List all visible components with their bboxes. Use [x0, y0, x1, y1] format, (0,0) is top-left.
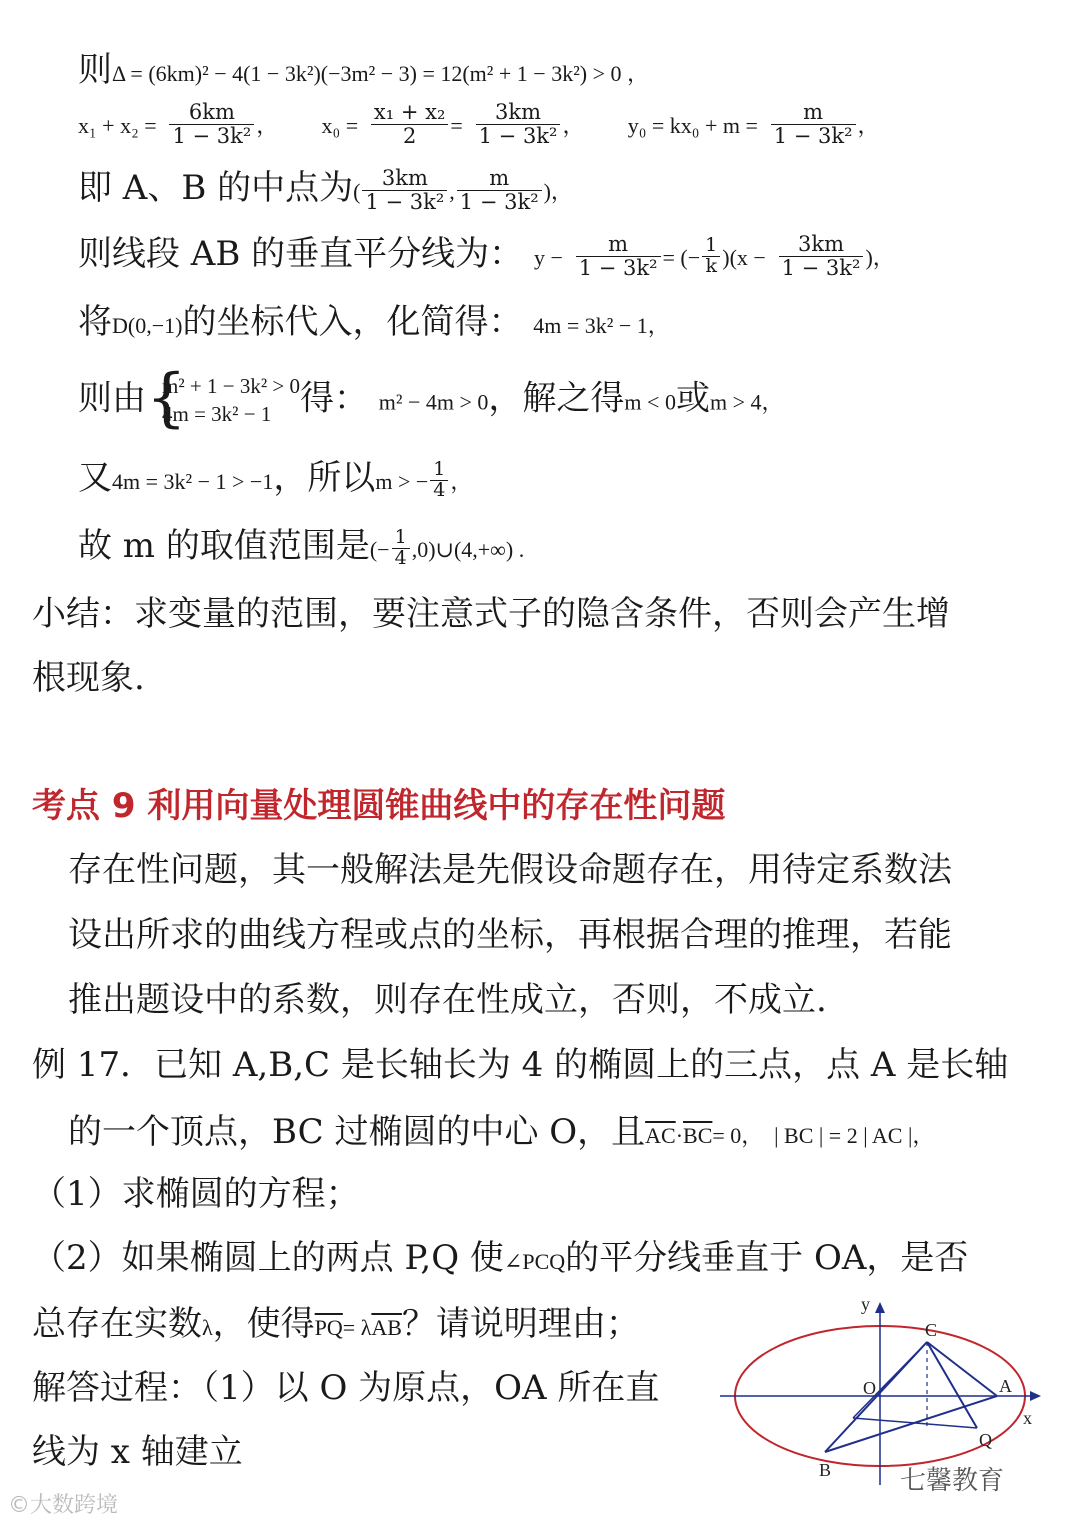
also-formula: 4m = 3k² − 1 > −1 — [112, 469, 274, 494]
delta-formula: Δ = (6km)² − 4(1 − 3k²)(−3m² − 3) = 12(m² + 1 − 3k²) > 0 ， — [112, 61, 650, 86]
midpoint-comma: , — [449, 179, 455, 204]
range-line — [78, 524, 524, 572]
bisector-denominator-2: k — [705, 254, 717, 277]
bisector-fraction-2 — [702, 233, 720, 277]
question-2-continued — [32, 1302, 640, 1350]
question-1: （1）求椭圆的方程； — [32, 1174, 360, 1214]
bisector-denominator-1: 1 − 3k² — [578, 255, 658, 280]
substitute-line — [78, 300, 670, 348]
watermark-right: 七馨教育 — [900, 1466, 1005, 1496]
delta-prefix: 则 — [78, 50, 112, 90]
also-text-2: ，所以 — [273, 458, 376, 498]
midpoint-line — [78, 166, 573, 214]
question-2-text-2: 的平分线垂直于 OA，是否 — [565, 1238, 969, 1278]
angle-pcq: ∠PCQ — [503, 1249, 566, 1274]
bisector-numerator-1: m — [576, 233, 661, 256]
equals-zero: = 0 — [712, 1123, 742, 1148]
bisector-middle: )(x − — [722, 245, 766, 270]
range-denominator: 4 — [394, 546, 407, 569]
segment-pq — [853, 1418, 977, 1428]
x-axis-arrow — [1030, 1391, 1041, 1401]
midpoint-fraction-2 — [457, 167, 542, 212]
vector-bc: $\overline{BC}$ — [683, 1123, 713, 1148]
system-row-1: m² + 1 − 3k² > 0 — [162, 374, 300, 398]
y0-numerator: m — [771, 101, 856, 124]
range-numerator: 1 — [392, 528, 410, 549]
system-inequality: m² − 4m > 0 — [378, 389, 489, 415]
example-line-2-text: 的一个顶点，BC 过椭圆的中心 O，且 — [68, 1112, 646, 1152]
segment-ca — [927, 1342, 997, 1396]
also-line — [78, 456, 472, 504]
equation-system — [146, 361, 300, 435]
vector-pq: $\overline{PQ}$ — [314, 1315, 343, 1340]
x0-separator: ， — [562, 113, 585, 138]
x0-denominator-1: 2 — [402, 123, 417, 148]
label-y: y — [861, 1294, 870, 1314]
vector-ac: $\overline{AC}$ — [645, 1123, 676, 1148]
system-text-3: ，解之得 — [488, 378, 625, 419]
also-denominator: 4 — [433, 478, 446, 501]
x0-fraction-1 — [371, 101, 448, 146]
system-m1: m < 0 — [624, 389, 676, 415]
sum-denominator: 1 − 3k² — [172, 123, 252, 148]
substitute-point: D(0,−1) — [112, 313, 183, 338]
midpoint-text: 即 A、B 的中点为 — [78, 168, 354, 208]
answer-line-1: 解答过程：（1）以 O 为原点，OA 所在直 — [32, 1368, 660, 1408]
range-text: 故 m 的取值范围是 — [78, 526, 370, 566]
also-text-1: 又 — [78, 458, 112, 498]
bisector-close: )， — [865, 245, 895, 270]
x0-equals: = — [450, 113, 463, 138]
example-line-1: 例 17．已知 A,B,C 是长轴长为 4 的椭圆上的三点，点 A 是长轴 — [32, 1045, 1009, 1085]
system-m2: m > 4 — [709, 389, 762, 415]
sum-left: x₁ + x₂ = — [78, 113, 157, 138]
section-paragraph-2: 设出所求的曲线方程或点的坐标，再根据合理的推理，若能 — [68, 915, 952, 955]
x0-denominator-2: 1 − 3k² — [478, 123, 558, 148]
y0-fraction — [771, 101, 856, 146]
bisector-y: y − — [533, 245, 563, 270]
coords-line — [78, 100, 880, 148]
also-end: ， — [450, 469, 473, 494]
section-heading: 考点 9 利用向量处理圆锥曲线中的存在性问题 — [32, 786, 726, 826]
question-3-text-3: ？请说明理由； — [401, 1304, 640, 1344]
bisector-fraction-1 — [576, 233, 661, 278]
question-2 — [32, 1236, 968, 1284]
bisector-equals: = (− — [662, 245, 701, 270]
system-text-1: 则由 — [78, 378, 146, 419]
midpoint-close: )， — [543, 179, 573, 204]
also-m: m > − — [375, 469, 429, 494]
midpoint-numerator-2: m — [457, 167, 542, 190]
label-c: C — [925, 1320, 938, 1340]
question-2-text-1: （2）如果椭圆上的两点 P,Q 使 — [32, 1238, 504, 1278]
substitute-result: 4m = 3k² − 1， — [533, 313, 670, 338]
example-separator: ， — [741, 1123, 764, 1148]
x0-left: x₀ = — [321, 113, 359, 138]
system-or: 或 — [675, 378, 710, 419]
sum-separator: ， — [256, 113, 279, 138]
label-o: O — [863, 1378, 876, 1398]
range-fraction — [392, 525, 410, 569]
midpoint-fraction-1 — [362, 167, 447, 212]
range-open: (− — [369, 537, 390, 562]
midpoint-open: ( — [353, 179, 361, 204]
dot-operator: · — [675, 1123, 684, 1148]
x0-fraction-2 — [476, 101, 561, 146]
bisector-fraction-3 — [779, 233, 864, 278]
example-line-2 — [68, 1110, 934, 1158]
bisector-text: 则线段 AB 的垂直平分线为： — [78, 234, 524, 274]
label-b: B — [819, 1460, 832, 1480]
y0-left: y₀ = kx₀ + m = — [627, 113, 758, 138]
system-row-2: 4m = 3k² − 1 — [162, 402, 272, 427]
sum-numerator: 6km — [169, 101, 254, 124]
summary-line-2: 根现象. — [32, 658, 145, 698]
bisector-line — [78, 232, 895, 280]
question-3-text-1: 总存在实数 — [32, 1304, 202, 1344]
substitute-text-2: 的坐标代入，化简得： — [182, 302, 523, 342]
segment-cq — [927, 1342, 977, 1428]
label-a: A — [999, 1376, 1012, 1396]
section-paragraph-3: 推出题设中的系数，则存在性成立，否则，不成立. — [68, 980, 827, 1020]
left-brace: { — [146, 361, 187, 435]
lambda-equals: = λ — [342, 1315, 372, 1340]
y0-separator: ， — [857, 113, 880, 138]
system-end: ， — [761, 389, 784, 415]
label-q: Q — [979, 1430, 992, 1450]
x0-numerator-2: 3km — [476, 101, 561, 124]
summary-line-1: 小结：求变量的范围，要注意式子的隐含条件，否则会产生增 — [32, 594, 950, 634]
midpoint-denominator-2: 1 − 3k² — [459, 189, 539, 214]
watermark-left: ©大数跨境 — [8, 1493, 119, 1518]
label-x: x — [1023, 1408, 1032, 1428]
section-paragraph-1: 存在性问题，其一般解法是先假设命题存在，用待定系数法 — [68, 850, 952, 890]
lambda-symbol: λ — [202, 1315, 213, 1340]
sum-fraction — [169, 101, 254, 146]
bisector-numerator-3: 3km — [779, 233, 864, 256]
substitute-text-1: 将 — [78, 302, 112, 342]
y-axis-arrow — [875, 1302, 885, 1313]
y0-denominator: 1 − 3k² — [773, 123, 853, 148]
system-line — [78, 361, 784, 435]
bisector-numerator-2: 1 — [702, 236, 720, 257]
vector-ab: $\overline{AB}$ — [371, 1315, 402, 1340]
delta-line — [78, 48, 649, 96]
also-numerator: 1 — [430, 460, 448, 481]
example-line-2-end: ， — [912, 1123, 935, 1148]
question-3-text-2: ，使得 — [212, 1304, 315, 1344]
range-rest: ,0)∪(4,+∞) . — [411, 537, 525, 562]
bisector-denominator-3: 1 − 3k² — [781, 255, 861, 280]
midpoint-denominator-1: 1 − 3k² — [365, 189, 445, 214]
system-text-2: 得： — [299, 378, 368, 419]
answer-line-2: 线为 x 轴建立 — [32, 1432, 243, 1472]
also-fraction — [430, 457, 448, 501]
magnitude-relation: | BC | = 2 | AC | — [774, 1123, 913, 1148]
midpoint-numerator-1: 3km — [362, 167, 447, 190]
x0-numerator-1: x₁ + x₂ — [371, 101, 448, 124]
